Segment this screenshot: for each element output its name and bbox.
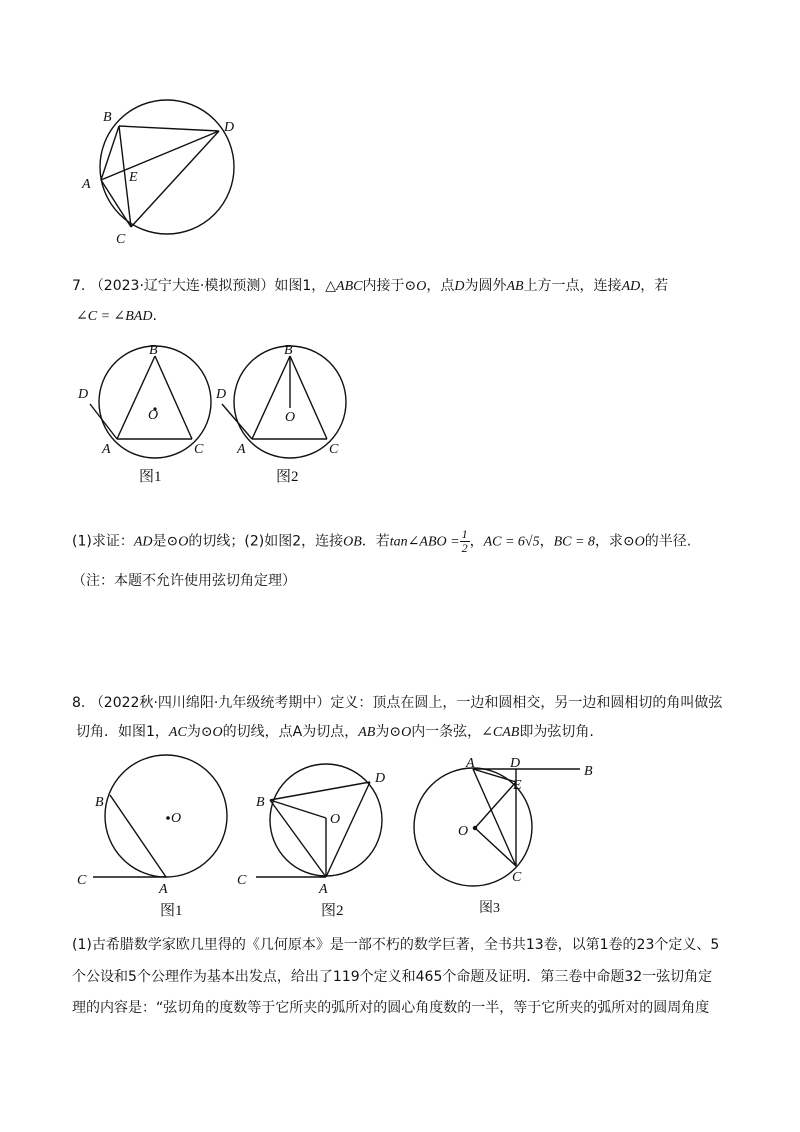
q8-fig3 [405,752,635,922]
q8-fig2-BO [270,800,326,818]
q7-bc-eq: BC = 8 [553,534,595,550]
q7-tan-denominator: 2 [461,541,468,555]
q7-source: （2023·辽宁大连·模拟预测） [89,278,275,294]
q7-ask-tail: 的半径. [644,533,692,550]
q7-part1-label: (1)求证： [72,533,134,550]
q7-fig1-label-O: O [148,408,159,423]
q7-fig1-label-C: C [194,442,204,457]
q8-part1-line3: 理的内容是：“弦切角的度数等于它所夹的弧所对的圆心角度数的一半，等于它所夹的弧所对的圆周角度 [72,1000,710,1016]
q7-part1-AD: AD [133,534,153,550]
q7-fig1-label-A: A [102,442,111,457]
q7-tan-numerator: 1 [461,527,468,541]
label-D: D [224,120,235,135]
q8-fig1-label-C: C [77,873,87,888]
q7-text4: 为圆外 [464,278,507,294]
q7-circle-O: ⊙O [404,279,427,294]
q8-fig3-label-A: A [466,756,475,771]
q7-part1-is: 是 [152,533,167,550]
q8-fig3-center-dot [473,826,477,830]
q7-fig1-BC [155,356,192,439]
q8-l2b: 为 [186,724,201,740]
q7-fig2-caption: 图2 [276,469,299,485]
q8-fig1-chord-AB [110,795,166,877]
q7-fig2-label-A: A [237,442,246,457]
label-A: A [82,177,91,192]
q8-l2e: 内一条弦， [411,724,482,740]
q8-l2c: 的切线，点A为切点， [222,724,359,740]
q8-l2d: 为 [375,724,390,740]
q7-end: . [152,308,157,324]
q8-fig2-label-B: B [256,795,265,810]
q7-text1: 如图1， [274,278,326,294]
q7-fig2-AD [222,404,252,439]
label-B: B [103,110,112,125]
q8-source: （2022秋·四川绵阳·九年级统考期中） [89,695,331,711]
q8-stem-line2 [76,722,594,743]
q8-fig2-label-C: C [237,873,247,888]
q8-fig1-circle [105,755,227,877]
segment-DC [131,131,219,227]
q7-ask: ，求 [594,533,623,550]
q8-stem-line1 [72,693,722,713]
segment-AB [101,126,119,180]
q7-fig1 [72,338,232,488]
q7-stem [72,276,668,297]
q8-fig2-BD [270,782,370,800]
q7-sep1: ， [469,533,484,550]
label-E: E [129,170,138,185]
q7-AB: AB [506,279,524,294]
q7-fig1-label-D: D [78,387,89,402]
q8-fig2-BA [270,800,326,877]
q7-text2: 内接于 [362,278,405,294]
q7-fig2-label-B: B [284,343,293,358]
q8-fig1-caption: 图1 [160,903,183,919]
q8-fig1 [72,752,242,922]
q7-fig2-AB [252,356,290,439]
q7-parts [72,528,691,554]
q8-l2a: 切角．如图1， [76,724,169,740]
q7-fig1-caption: 图1 [139,469,162,485]
q8-angle-CAB: ∠CAB [481,725,520,740]
q8-fig2 [234,752,394,922]
q7-fig2-label-C: C [329,442,339,457]
q8-fig3-AC [473,769,516,866]
q8-fig2-label-A: A [319,882,328,897]
q7-note: （注：本题不允许使用弦切角定理） [72,573,296,589]
q7-tan-lhs: tan∠ABO = [389,534,460,550]
q8-AB: AB [358,725,376,740]
q8-fig2-label-D: D [375,771,386,786]
top-figure [70,95,260,255]
q8-fig1-label-O: O [171,811,182,826]
q8-circle-O2: ⊙O [389,725,412,740]
q7-angle-condition: ∠C = ∠BAD [76,309,153,324]
q8-fig1-label-A: A [159,882,168,897]
q7-fig2-label-D: D [216,387,227,402]
q7-ac-eq: AC = 6√5 [483,534,540,550]
q8-circle-O: ⊙O [200,725,223,740]
q8-fig1-label-B: B [95,795,104,810]
segment-BD [119,126,219,131]
q8-fig2-label-O: O [330,812,341,827]
q7-number: 7. [72,278,86,294]
q8-fig3-OC [475,828,516,866]
top-circle [100,100,234,234]
q7-text3: ，点 [426,278,455,294]
q7-fig1-AB [117,356,155,439]
q8-definition: 定义：顶点在圆上，一边和圆相交，另一边和圆相切的角叫做弦 [330,695,723,711]
q8-l2f: 即为弦切角. [519,724,594,740]
q7-point-D: D [454,279,465,294]
q7-text6: ，若 [640,278,669,294]
q7-fig2-BC [290,356,327,439]
q8-fig3-label-E: E [513,778,522,793]
segment-AD [101,131,219,180]
q8-fig3-caption: 图3 [479,901,500,916]
q8-fig3-label-C: C [512,870,522,885]
q8-part1-line2: 个公设和5个公理作为基本出发点，给出了119个定义和465个命题及证明．第三卷中命题32一弦切角定 [72,969,713,985]
q8-fig2-DA [326,782,370,877]
q7-part2-OB: OB [343,534,362,550]
q7-fig2-label-O: O [285,410,296,425]
q7-part1-circle: ⊙O [166,534,189,550]
q7-fig2 [215,338,370,488]
q7-AD: AD [621,279,641,294]
q8-fig3-label-O: O [458,824,469,839]
q8-part1-line1: (1)古希腊数学家欧几里得的《几何原本》是一部不朽的数学巨著，全书共13卷，以第1卷的23个定义、5 [72,937,720,953]
q8-fig2-caption: 图2 [321,903,344,919]
q7-tan-fraction [460,528,470,555]
q7-triangle: △ABC [325,279,363,294]
q8-fig3-label-D: D [510,756,521,771]
q7-fig1-label-B: B [149,343,158,358]
q8-number: 8. [72,695,86,711]
label-C: C [116,232,126,247]
q8-fig3-label-B: B [584,764,593,779]
q7-part1-tail: 的切线；(2)如图2，连接 [188,533,344,550]
q7-fig1-AD [90,404,117,439]
q7-sep2: ， [539,533,554,550]
q8-AC: AC [168,725,187,740]
q7-ask-circle: ⊙O [622,534,645,550]
q8-fig1-center-dot [166,816,170,820]
q7-condition [76,306,157,327]
q7-text5: 上方一点，连接 [523,278,622,294]
q7-part2-if: ．若 [361,533,390,550]
